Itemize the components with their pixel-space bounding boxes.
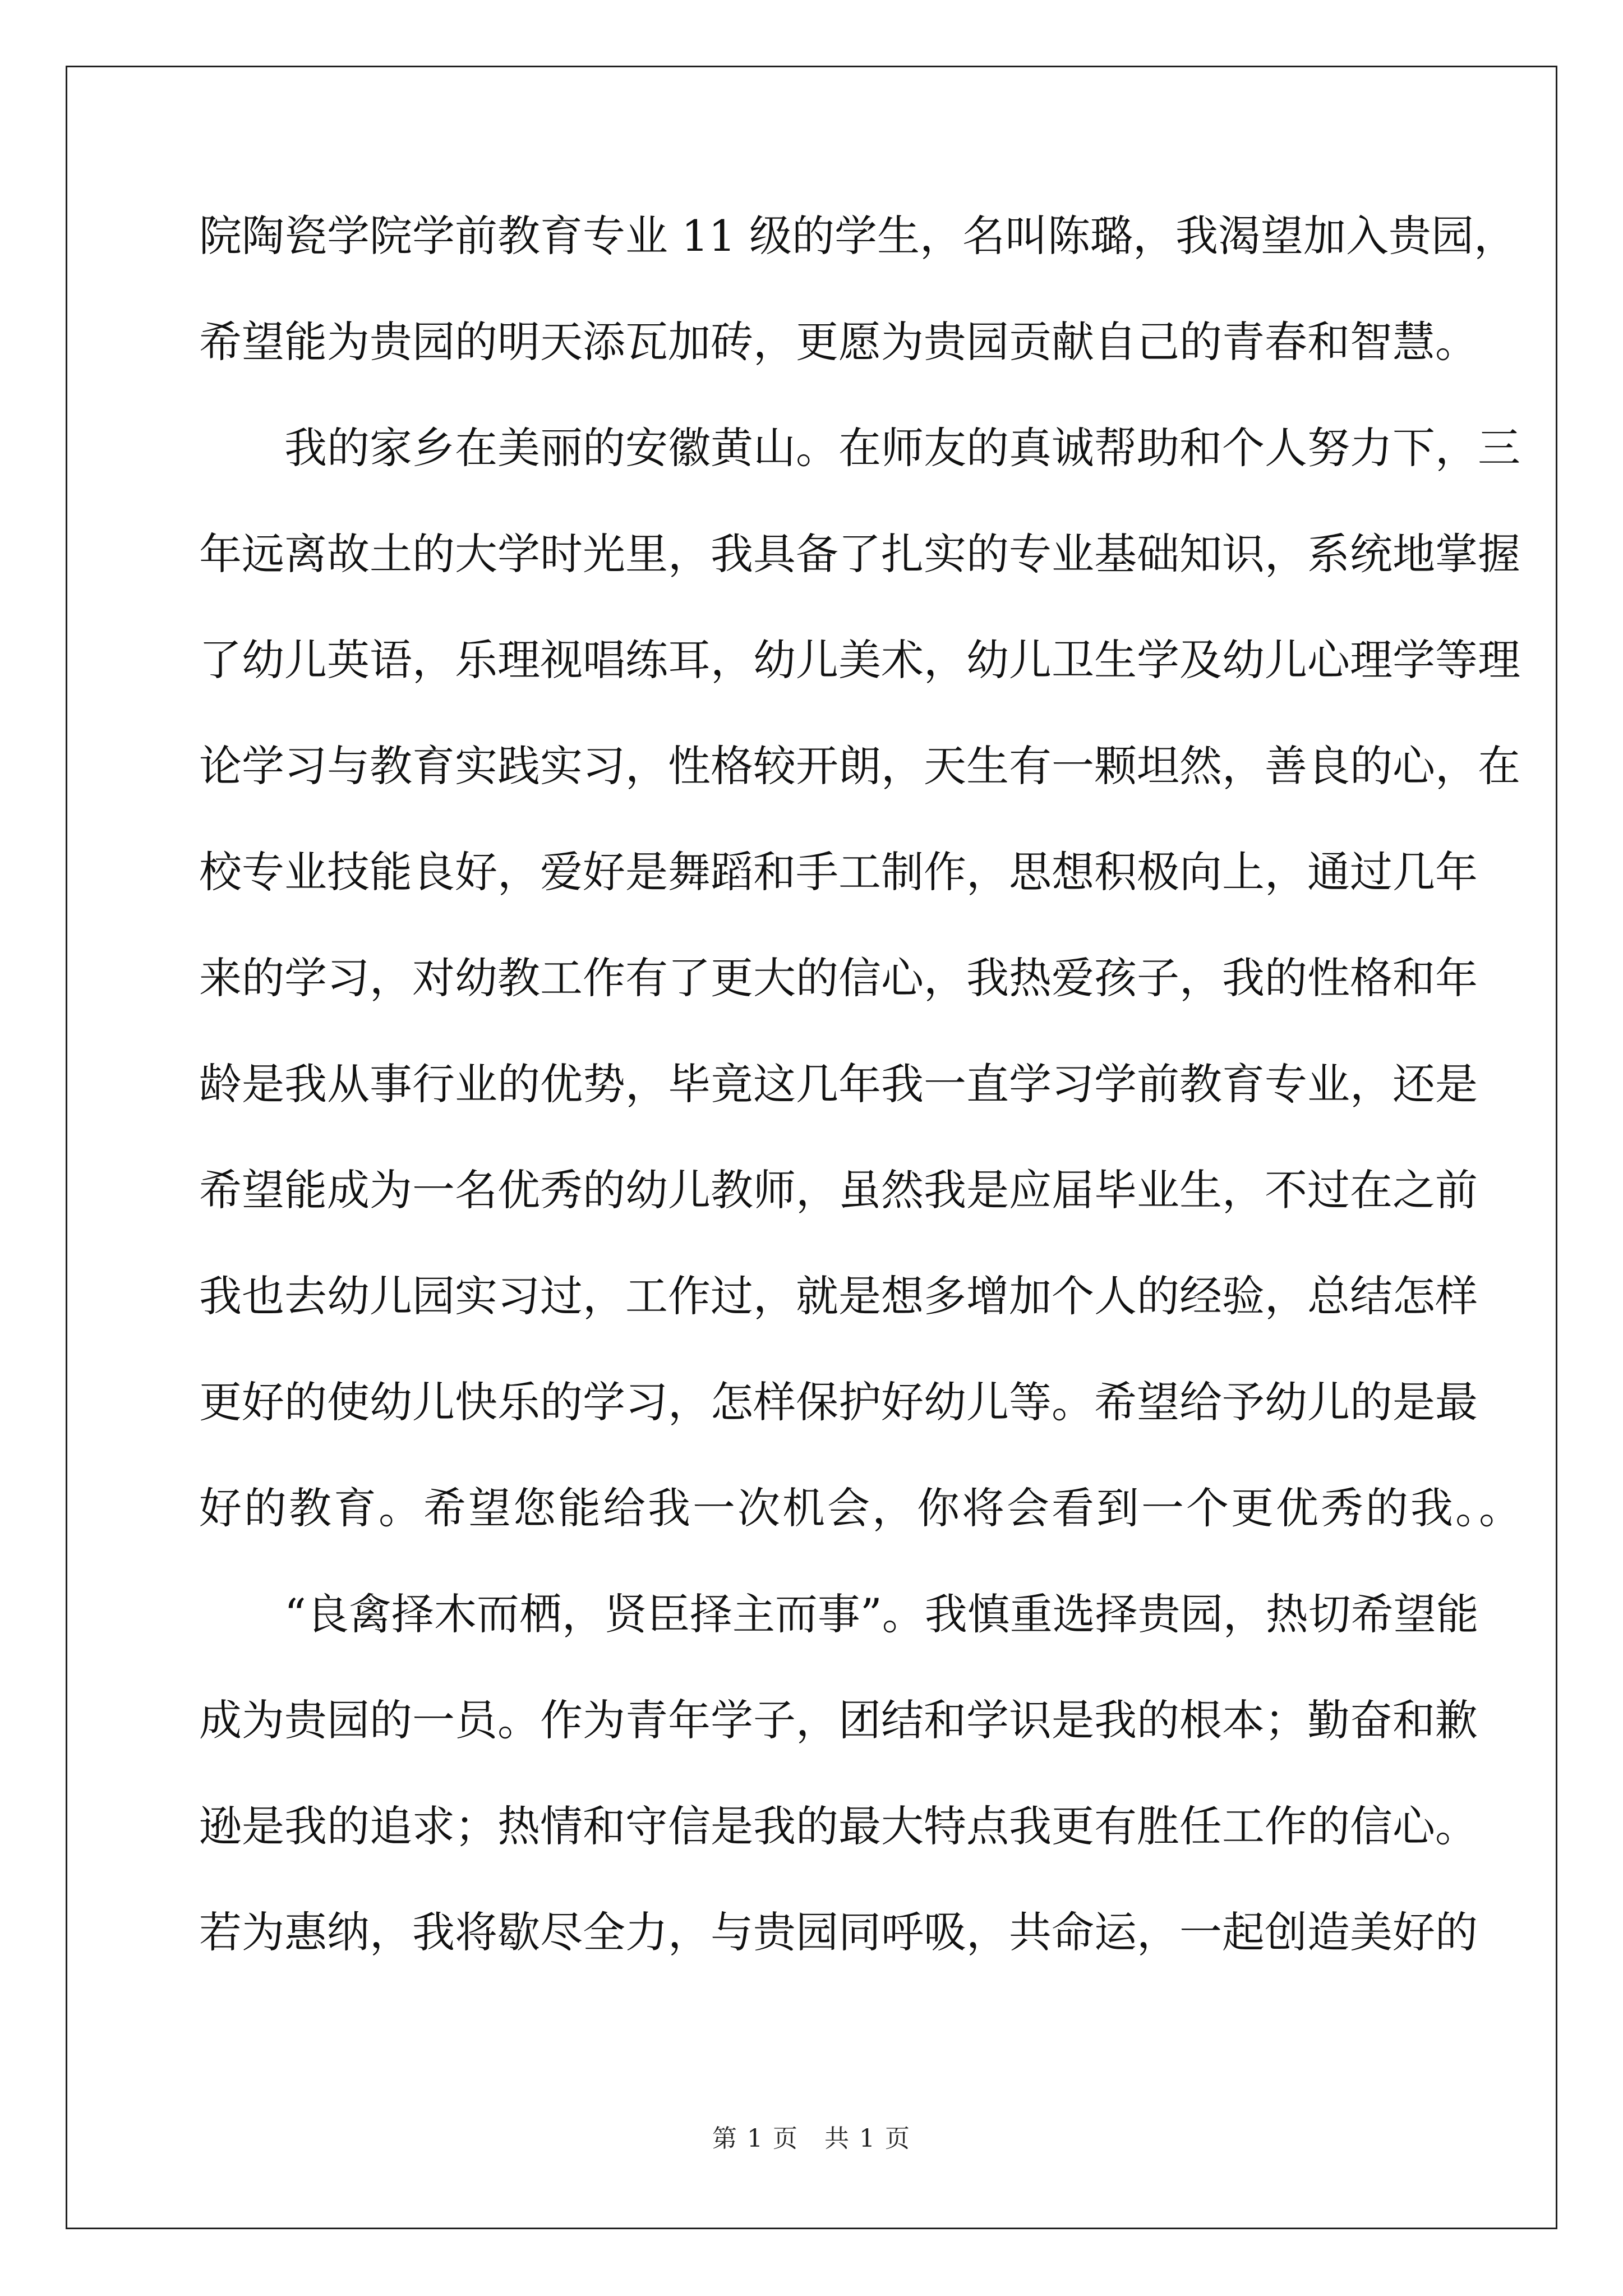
text-line: 了幼儿英语，乐理视唱练耳，幼儿美术，幼儿卫生学及幼儿心理学等理 [199, 635, 1520, 685]
text-line: 龄是我从事行业的优势，毕竟这几年我一直学习学前教育专业，还是 [199, 1059, 1478, 1109]
paragraph-end-line: 好的教育。希望您能给我一次机会，你将会看到一个更优秀的我。。 [199, 1483, 1524, 1533]
document-body [199, 210, 1524, 2013]
text-line: 希望能为贵园的明天添瓦加砖，更愿为贵园贡献自己的青春和智慧。 [199, 317, 1478, 367]
text-line: 年远离故土的大学时光里，我具备了扎实的专业基础知识，系统地掌握 [199, 529, 1520, 579]
text-line: 校专业技能良好，爱好是舞蹈和手工制作，思想积极向上，通过几年 [199, 847, 1478, 897]
text-line: 论学习与教育实践实习，性格较开朗，天生有一颗坦然，善良的心，在 [199, 741, 1520, 791]
text-line: 院陶瓷学院学前教育专业 11 级的学生，名叫陈璐，我渴望加入贵园， [199, 211, 1517, 261]
page-number-footer: 第 1 页 共 1 页 [712, 2124, 911, 2153]
text-line: 我也去幼儿园实习过，工作过，就是想多增加个人的经验，总结怎样 [199, 1271, 1478, 1321]
text-line: 逊是我的追求；热情和守信是我的最大特点我更有胜任工作的信心。 [199, 1801, 1478, 1851]
text-line: 来的学习，对幼教工作有了更大的信心，我热爱孩子，我的性格和年 [199, 953, 1478, 1003]
paragraph-start-line: 我的家乡在美丽的安徽黄山。在师友的真诚帮助和个人努力下，三 [284, 423, 1520, 473]
text-line: 更好的使幼儿快乐的学习，怎样保护好幼儿等。希望给予幼儿的是最 [199, 1377, 1478, 1427]
text-line: 若为惠纳，我将歇尽全力，与贵园同呼吸，共命运，一起创造美好的 [199, 1907, 1478, 1957]
text-line: 成为贵园的一员。作为青年学子，团结和学识是我的根本；勤奋和歉 [199, 1695, 1478, 1745]
paragraph-start-line: “良禽择木而栖，贤臣择主而事”。我慎重选择贵园，热切希望能 [284, 1589, 1479, 1639]
text-line: 希望能成为一名优秀的幼儿教师，虽然我是应届毕业生，不过在之前 [199, 1165, 1478, 1215]
